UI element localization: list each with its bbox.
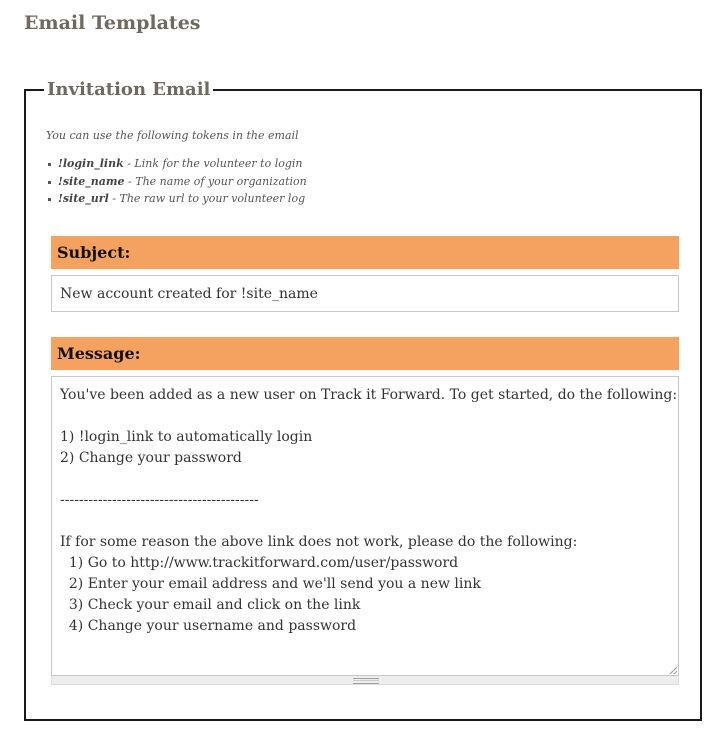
subject-input[interactable]	[51, 275, 679, 312]
invitation-email-fieldset	[24, 79, 702, 721]
tokens-intro: You can use the following tokens in the email	[46, 129, 299, 142]
textarea-grippie[interactable]	[51, 676, 679, 685]
token-item	[58, 155, 307, 173]
message-textarea[interactable]	[51, 376, 679, 676]
token-description: - The raw url to your volunteer log	[108, 192, 306, 205]
grippie-lines-icon	[353, 678, 379, 684]
resize-handle-icon[interactable]	[669, 666, 677, 674]
fieldset-legend: Invitation Email	[44, 78, 213, 102]
subject-label: Subject:	[51, 236, 679, 269]
token-description: - Link for the volunteer to login	[123, 157, 303, 170]
token-name: !site_url	[58, 192, 109, 205]
token-item	[58, 190, 307, 208]
token-name: !login_link	[58, 157, 124, 170]
token-item	[58, 173, 307, 191]
page-title: Email Templates	[24, 12, 201, 34]
token-name: !site_name	[58, 174, 125, 188]
token-description: - The name of your organization	[124, 174, 307, 188]
message-label: Message:	[51, 337, 679, 370]
tokens-list	[46, 155, 307, 208]
